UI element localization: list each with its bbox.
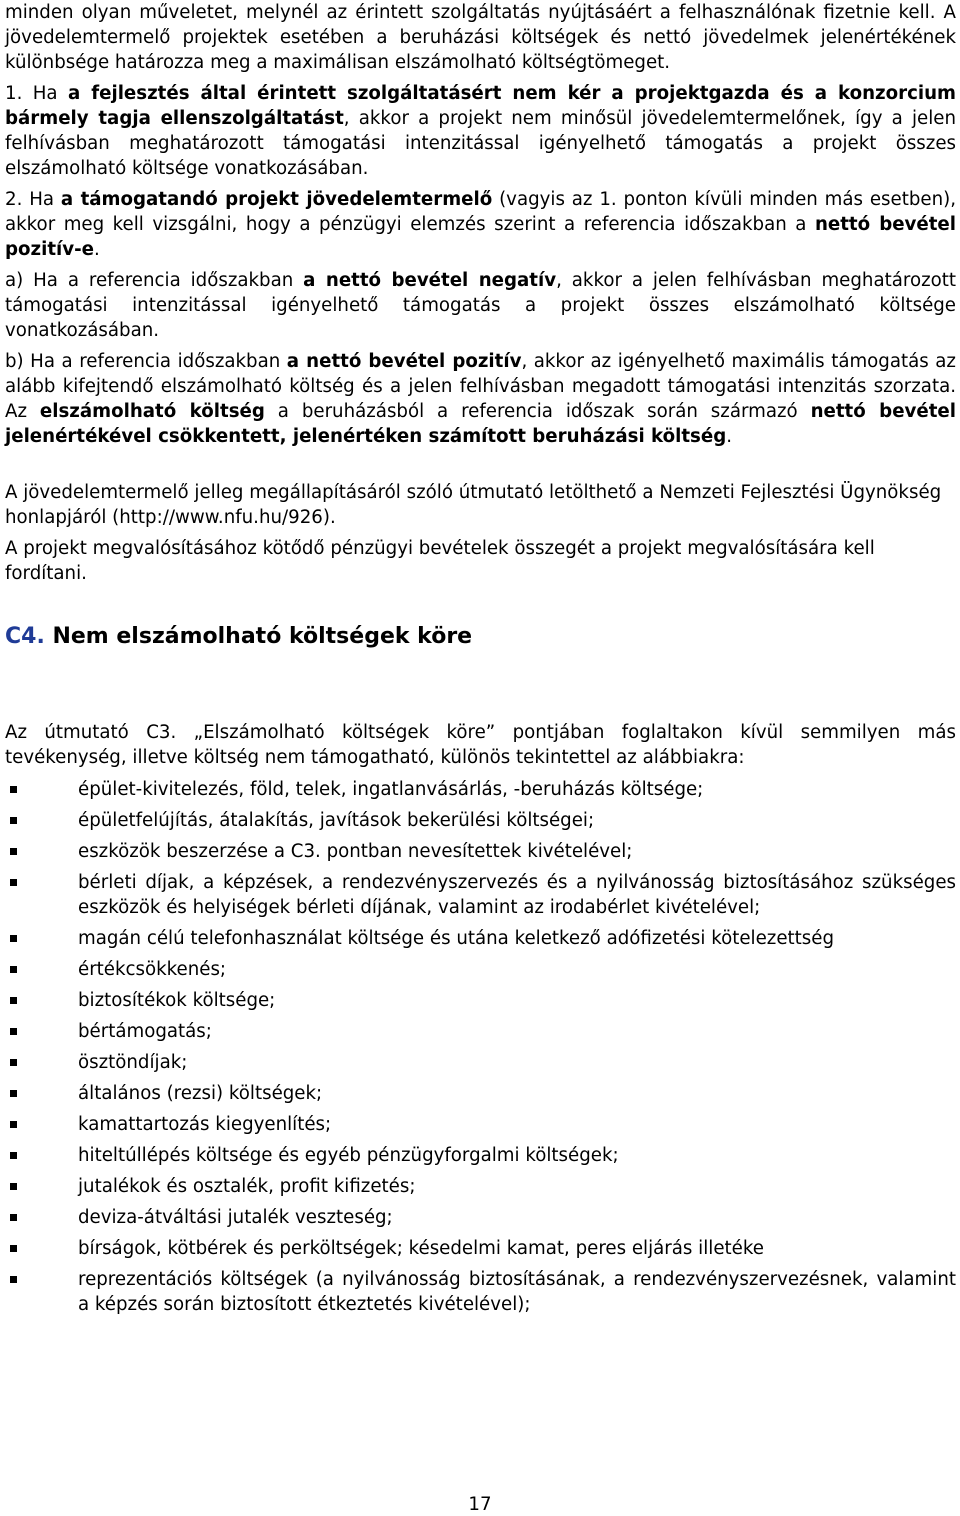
square-bullet-icon: [10, 879, 17, 886]
list-item-text: bérleti díjak, a képzések, a rendezvényszervezés és a nyilvánosság biztosításához szükséges eszközök és helyiségek bérleti díjának, valamint az irodabérlet kivételével;: [78, 872, 956, 918]
point-2-number: 2. Ha: [5, 189, 61, 210]
point-b-text: b) Ha a referencia időszakban: [5, 351, 287, 372]
square-bullet-icon: [10, 848, 17, 855]
list-item-text: eszközök beszerzése a C3. pontban nevesítettek kivételével;: [78, 841, 633, 862]
point-b-text-3: a beruházásból a referencia időszak során származó: [264, 401, 811, 422]
square-bullet-icon: [10, 1152, 17, 1159]
square-bullet-icon: [10, 966, 17, 973]
square-bullet-icon: [10, 1183, 17, 1190]
square-bullet-icon: [10, 1276, 17, 1283]
document-page: [5, 0, 956, 1323]
list-item-text: bírságok, kötbérek és perköltségek; késedelmi kamat, peres eljárás illetéke: [78, 1238, 764, 1259]
list-item-text: reprezentációs költségek (a nyilvánosság biztosításának, a rendezvényszervezésnek, valamint a képzés során biztosított étkeztetés kivételével);: [78, 1269, 956, 1315]
list-item-text: magán célú telefonhasználat költsége és utána keletkező adófizetési kötelezettség: [78, 928, 834, 949]
point-1-number: 1. Ha: [5, 83, 68, 104]
non-eligible-cost-list: [5, 777, 956, 1317]
point-b-text-2: , akkor az igényelhető maximális támogatás az alább kifejtendő elszámolható költség és a jelen felhívásban megadott támogatási intenzitás szorzata. Az: [5, 351, 956, 422]
list-intro-paragraph: Az útmutató C3. „Elszámolható költségek köre” pontjában foglaltakon kívül semmilyen más tevékenység, illetve költség nem támogatható, különös tekintettel az alábbiakra:: [5, 722, 956, 768]
square-bullet-icon: [10, 935, 17, 942]
list-item-text: jutalékok és osztalék, profit kifizetés;: [78, 1176, 416, 1197]
list-item: [5, 1174, 956, 1199]
list-item: [5, 1050, 956, 1075]
point-1-text: , akkor a projekt nem minősül jövedelemtermelőnek, így a jelen felhívásban meghatározott támogatási intenzitással igényelhető támogatás a projekt összes elszámolható költsége vonatkozásában.: [5, 108, 956, 179]
list-item: [5, 957, 956, 982]
square-bullet-icon: [10, 817, 17, 824]
point-a-text-2: , akkor a jelen felhívásban meghatározott támogatási intenzitással igényelhető támogatás a projekt összes elszámolható költsége vonatkozásában.: [5, 270, 957, 341]
point-a-bold: a nettó bevétel negatív: [303, 270, 557, 291]
list-item: [5, 1267, 956, 1317]
square-bullet-icon: [10, 1090, 17, 1097]
list-item: [5, 1205, 956, 1230]
square-bullet-icon: [10, 786, 17, 793]
list-item: [5, 926, 956, 951]
point-2-text: (vagyis az 1. ponton kívüli minden más esetben), akkor meg kell vizsgálni, hogy a pénzügyi elemzés szerint a referencia időszakban a: [5, 189, 956, 235]
point-2-text-2: .: [94, 239, 100, 260]
list-item-text: épület-kivitelezés, föld, telek, ingatlanvásárlás, -beruházás költsége;: [78, 779, 704, 800]
point-a-text: a) Ha a referencia időszakban: [5, 270, 304, 291]
list-item: [5, 988, 956, 1013]
list-item-text: deviza-átváltási jutalék veszteség;: [78, 1207, 393, 1228]
list-item: [5, 1019, 956, 1044]
list-item: [5, 1236, 956, 1261]
section-heading: [5, 623, 956, 651]
square-bullet-icon: [10, 997, 17, 1004]
point-2-paragraph: [5, 187, 956, 262]
square-bullet-icon: [10, 1059, 17, 1066]
list-item: [5, 1112, 956, 1137]
square-bullet-icon: [10, 1121, 17, 1128]
list-item: [5, 839, 956, 864]
point-1-bold: a fejlesztés által érintett szolgáltatásért nem kér a projektgazda és a konzorcium bármely tagja ellenszolgáltatást: [5, 83, 956, 129]
list-item-text: kamattartozás kiegyenlítés;: [78, 1114, 332, 1135]
point-b-bold: a nettó bevétel pozitív: [286, 351, 522, 372]
list-item: [5, 1143, 956, 1168]
list-item-text: általános (rezsi) költségek;: [78, 1083, 323, 1104]
list-item: [5, 808, 956, 833]
section-title: Nem elszámolható költségek köre: [44, 624, 473, 649]
square-bullet-icon: [10, 1214, 17, 1221]
list-item-text: értékcsökkenés;: [78, 959, 227, 980]
point-b-text-4: .: [726, 426, 733, 447]
point-b-bold-2: elszámolható költség: [39, 401, 265, 422]
list-item-text: bértámogatás;: [78, 1021, 212, 1042]
section-code: C4.: [5, 624, 45, 649]
point-2-bold: a támogatandó projekt jövedelemtermelő: [60, 189, 493, 210]
point-a-paragraph: [5, 268, 956, 343]
page-number: 17: [468, 1494, 492, 1515]
intro-paragraph: minden olyan műveletet, melynél az érintett szolgáltatás nyújtásáért a felhasználónak fizetnie kell. A jövedelemtermelő projektek esetében a beruházási költségek és nettó jövedelmek jelenértékének különbsége határozza meg a maximálisan elszámolható költségtömeget.: [5, 2, 956, 73]
square-bullet-icon: [10, 1245, 17, 1252]
point-b-paragraph: [5, 349, 956, 449]
list-item-text: biztosítékok költsége;: [78, 990, 276, 1011]
list-item: [5, 870, 956, 920]
point-1-paragraph: [5, 81, 956, 181]
list-item: [5, 777, 956, 802]
list-item-text: ösztöndíjak;: [78, 1052, 188, 1073]
list-item-text: épületfelújítás, átalakítás, javítások bekerülési költségei;: [78, 810, 595, 831]
revenue-paragraph: A projekt megvalósításához kötődő pénzügyi bevételek összegét a projekt megvalósítására kell fordítani.: [5, 538, 875, 584]
list-item-text: hiteltúllépés költsége és egyéb pénzügyforgalmi költségek;: [78, 1145, 619, 1166]
point-2-bold-2: nettó bevétel pozitív-e: [5, 214, 957, 260]
guide-paragraph: A jövedelemtermelő jelleg megállapításáról szóló útmutató letölthető a Nemzeti Fejlesztési Ügynökség honlapjáról (http://www.nfu.hu/926).: [5, 482, 942, 528]
square-bullet-icon: [10, 1028, 17, 1035]
list-item: [5, 1081, 956, 1106]
point-b-bold-3: nettó bevétel jelenértékével csökkentett, jelenértéken számított beruházási költség: [5, 401, 956, 447]
